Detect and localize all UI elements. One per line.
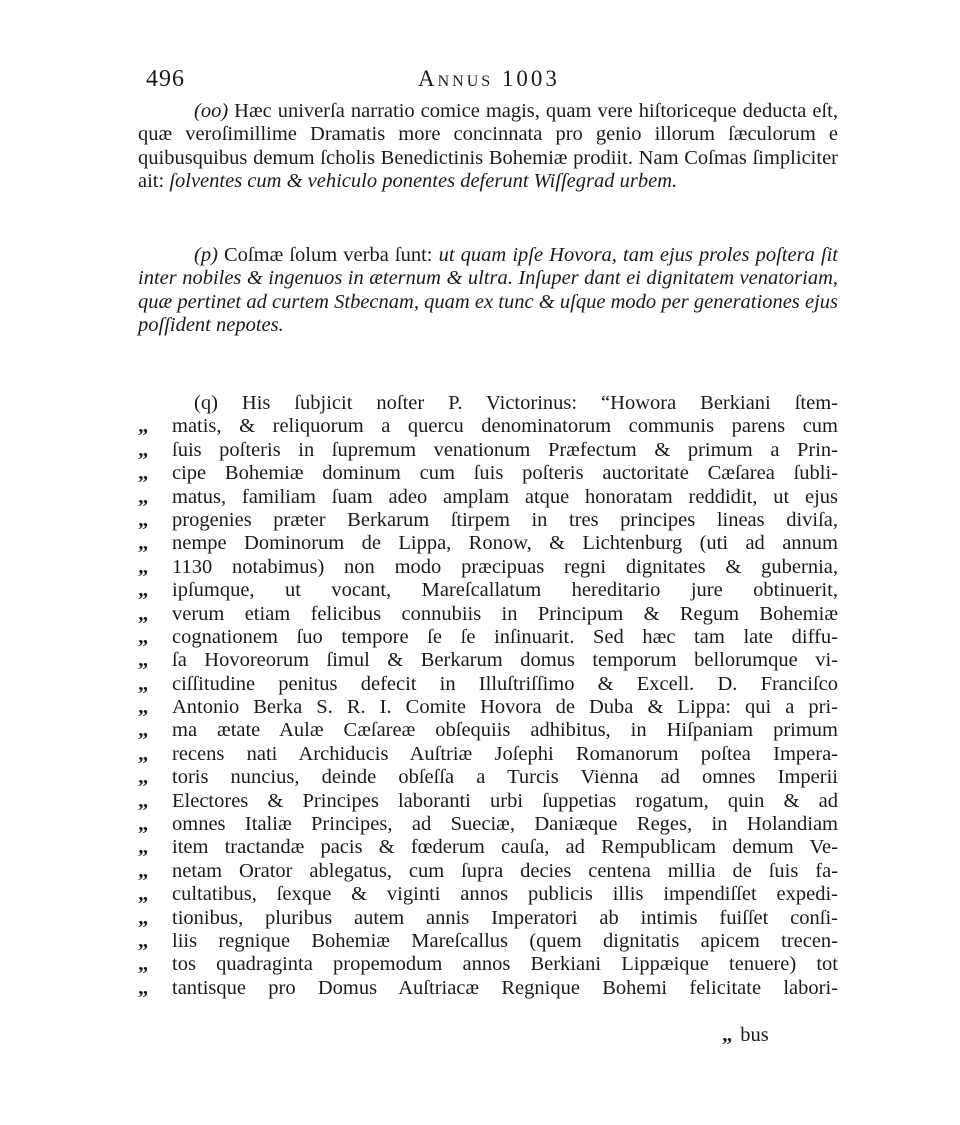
footnote-q xyxy=(138,392,838,1000)
quote-line-text: item tractandæ pacis & fœderum cauſa, ad Rempublicam demum Ve- xyxy=(172,836,838,859)
catchword-text: bus xyxy=(740,1024,769,1046)
quote-line-text: 1130 notabimus) non modo præcipuas regni dignitates & gubernia, xyxy=(172,555,838,578)
quote-mark: „ xyxy=(138,649,149,672)
quote-line-text: cipe Bohemiæ dominum cum ſuis poſteris auctoritate Cæſarea ſubli- xyxy=(172,462,838,485)
quote-mark: „ xyxy=(138,766,149,789)
quote-mark: „ xyxy=(138,462,149,485)
quote-line-text: omnes Italiæ Principes, ad Sueciæ, Daniæque Reges, in Holandiam xyxy=(172,813,838,836)
quote-mark: „ xyxy=(138,859,149,882)
quote-mark: „ xyxy=(138,532,149,555)
quote-mark: „ xyxy=(138,976,149,999)
quote-line xyxy=(138,649,838,672)
quote-line-text: cognationem ſuo tempore ſe ſe inſinuarit. Sed hæc tam late diffu- xyxy=(172,625,838,648)
quote-line-text: netam Orator ablegatus, cum ſupra decies centena millia de ſuis fa- xyxy=(172,859,838,882)
quote-line-text: matis, & reliquorum a quercu denominatorum communis parens cum xyxy=(172,415,838,438)
quote-mark: „ xyxy=(138,813,149,836)
quote-mark: „ xyxy=(138,485,149,508)
quote-mark: „ xyxy=(138,625,149,648)
quote-line xyxy=(138,415,838,438)
catchword xyxy=(722,1024,769,1047)
footnote-quotation: ut quam ipſe Hovora, tam ejus proles poſtera ſit inter nobiles & ingenuos in æternum & ultra. Inſuper dant ei dignitatem venatoriam, quæ pertinet ad curtem Stbecnam, quam ex tunc & uſque modo per generationes ejus poſſident nepotes. xyxy=(138,244,838,337)
quote-mark: „ xyxy=(138,742,149,765)
quote-line xyxy=(138,696,838,719)
quote-line xyxy=(138,930,838,953)
quote-line-text: progenies præter Berkarum ſtirpem in tres principes lineas diviſa, xyxy=(172,508,838,531)
quote-line xyxy=(138,556,838,579)
quote-line xyxy=(138,860,838,883)
quote-line-text: ſuis poſteris in ſupremum venationum Præfectum & primum a Prin- xyxy=(172,438,838,461)
quote-line xyxy=(138,790,838,813)
quote-line xyxy=(138,673,838,696)
quote-line-text: tantisque pro Domus Auſtriacæ Regnique Bohemi felicitate labori- xyxy=(172,976,838,999)
footnote-quotation: ſolventes cum & vehiculo ponentes deferunt Wiſſegrad urbem. xyxy=(169,170,678,193)
quote-line xyxy=(138,486,838,509)
quote-mark: „ xyxy=(138,719,149,742)
quote-line-text: tos quadraginta propemodum annos Berkiani Lippæique tenuere) tot xyxy=(172,953,838,976)
page-header xyxy=(146,66,836,102)
quote-line-text: ſa Hovoreorum ſimul & Berkarum domus temporum bellorumque vi- xyxy=(172,649,838,672)
quote-mark: „ xyxy=(138,555,149,578)
quote-line xyxy=(138,439,838,462)
quote-line xyxy=(138,719,838,742)
quote-mark: „ xyxy=(138,929,149,952)
quote-line-text: ipſumque, ut vocant, Mareſcallatum hereditario jure obtinuerit, xyxy=(172,579,838,602)
quote-line-text: nempe Dominorum de Lippa, Ronow, & Lichtenburg (uti ad annum xyxy=(172,532,838,555)
quoted-passage xyxy=(138,415,838,1000)
quote-mark: „ xyxy=(138,415,149,438)
footnote-oo xyxy=(138,100,838,194)
quote-mark: „ xyxy=(138,508,149,531)
running-head: Annus 1003 xyxy=(418,66,560,91)
quote-line xyxy=(138,579,838,602)
quote-line-text: ciſſitudine penitus defecit in Illuſtriſſimo & Excell. D. Franciſco xyxy=(172,672,838,695)
quote-line xyxy=(138,813,838,836)
quote-line xyxy=(138,836,838,859)
footnote-text: Coſmæ ſolum verba ſunt: xyxy=(217,244,439,266)
quote-line xyxy=(138,907,838,930)
quote-mark: „ xyxy=(138,953,149,976)
footnote-p xyxy=(138,244,838,338)
quote-mark: „ xyxy=(138,906,149,929)
quote-line xyxy=(138,977,838,1000)
page-number: 496 xyxy=(146,66,185,92)
quote-mark: „ xyxy=(138,836,149,859)
quote-line xyxy=(138,462,838,485)
footnote-label: (oo) xyxy=(194,100,229,122)
quote-line xyxy=(138,626,838,649)
quote-line-text: matus, familiam ſuam adeo amplam atque honoratam reddidit, ut ejus xyxy=(172,485,838,508)
quote-line-text: toris nuncius, deinde obſeſſa a Turcis Vienna ad omnes Imperii xyxy=(172,766,838,789)
footnote-label: (p) xyxy=(194,244,218,266)
quote-mark: „ xyxy=(722,1024,733,1046)
quote-line-text: liis regnique Bohemiæ Mareſcallus (quem dignitatis apicem trecen- xyxy=(172,929,838,952)
quote-line xyxy=(138,509,838,532)
quote-mark: „ xyxy=(138,672,149,695)
quote-line xyxy=(138,603,838,626)
footnote-first-line: (q) His ſubjicit noſter P. Victorinus: “Howora Berkiani ſtem- xyxy=(194,392,838,414)
quote-mark: „ xyxy=(138,579,149,602)
quote-line-text: cultatibus, ſexque & viginti annos publicis illis impendiſſet expedi- xyxy=(172,883,838,906)
quote-line xyxy=(138,532,838,555)
quote-mark: „ xyxy=(138,602,149,625)
quote-line-text: Antonio Berka S. R. I. Comite Hovora de Duba & Lippa: qui a pri- xyxy=(172,696,838,719)
quote-mark: „ xyxy=(138,789,149,812)
quote-mark: „ xyxy=(138,883,149,906)
quote-mark: „ xyxy=(138,696,149,719)
quote-line xyxy=(138,953,838,976)
quote-line-text: ma ætate Aulæ Cæſareæ obſequiis adhibitus, in Hiſpaniam primum xyxy=(172,719,838,742)
quote-line xyxy=(138,743,838,766)
quote-line xyxy=(138,883,838,906)
quote-line-text: verum etiam felicibus connubiis in Principum & Regum Bohemiæ xyxy=(172,602,838,625)
quote-line xyxy=(138,766,838,789)
quote-line-text: recens nati Archiducis Auſtriæ Joſephi Romanorum poſtea Impera- xyxy=(172,742,838,765)
footnote-text: Hæc univerſa narratio comice magis, quam vere hiſtoriceque deducta eſt, quæ veroſimillime Dramatis more concinnata pro genio illorum ſæculorum e quibusquibus demum ſcholis Benedictinis Bohemiæ prodiit. Nam Coſmas ſimpliciter ait: xyxy=(138,100,838,193)
quote-line-text: Electores & Principes laboranti urbi ſuppetias rogatum, quin & ad xyxy=(172,789,838,812)
quote-line-text: tionibus, pluribus autem annis Imperatori ab intimis fuiſſet conſi- xyxy=(172,906,838,929)
quote-mark: „ xyxy=(138,438,149,461)
